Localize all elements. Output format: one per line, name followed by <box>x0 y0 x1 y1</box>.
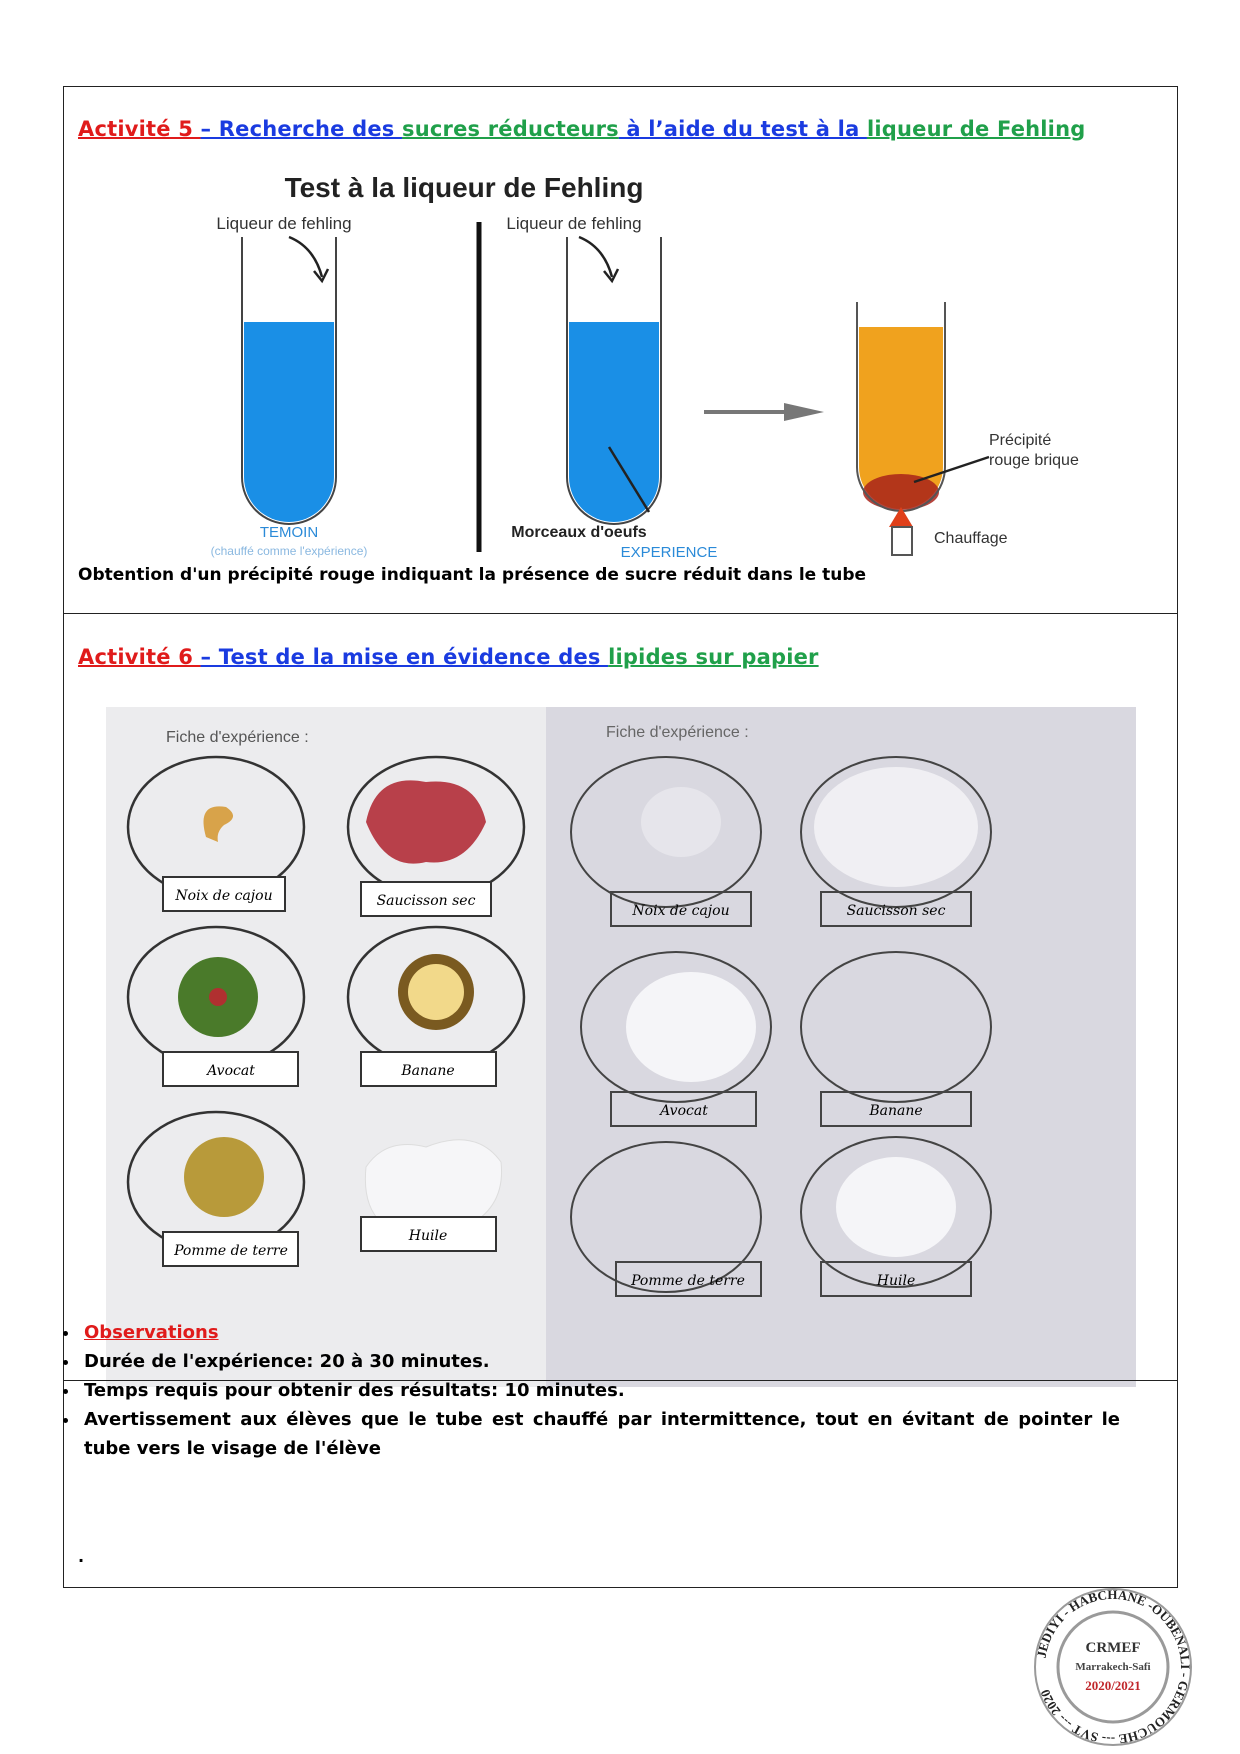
before-label-1: Noix de cajou <box>175 888 273 904</box>
middle-tube-label: Liqueur de fehling <box>506 214 642 233</box>
crmef-stamp <box>1028 1582 1198 1752</box>
fehling-test-figure <box>124 167 1079 561</box>
left-arrow-icon <box>289 237 322 277</box>
middle-arrow-icon <box>579 237 612 277</box>
after-label-1: Noix de cajou <box>632 903 730 919</box>
middle-tube-liquid <box>569 322 659 522</box>
precipitate <box>863 474 939 510</box>
stamp-year: 2020/2021 <box>1085 1678 1141 1693</box>
left-tube-label: Liqueur de fehling <box>216 214 352 233</box>
pomme-de-terre-sample <box>184 1137 264 1217</box>
before-label-4: Banane <box>401 1063 455 1079</box>
before-label-5: Pomme de terre <box>174 1243 288 1259</box>
activity6-title: Activité 6 – Test de la mise en évidence des lipides sur papier <box>78 645 819 669</box>
before-sheet-title: Fiche d'expérience : <box>166 729 309 746</box>
stamp-region: Marrakech-Safi <box>1075 1661 1151 1673</box>
after-label-5: Pomme de terre <box>631 1273 745 1289</box>
before-label-3: Avocat <box>207 1063 255 1079</box>
before-label-2: Saucisson sec <box>376 893 476 909</box>
trailing-dot: . <box>78 1547 85 1566</box>
before-label-6: Huile <box>408 1228 448 1244</box>
activity5-title: Activité 5 – Recherche des sucres réducteurs à l’aide du test à la liqueur de Fehling <box>78 117 1086 141</box>
morceaux-label: Morceaux d'oeufs <box>511 524 647 541</box>
after-label-3: Avocat <box>660 1103 708 1119</box>
left-tube-liquid <box>244 322 334 522</box>
stamp-crmef: CRMEF <box>1085 1640 1141 1656</box>
huile-stain <box>836 1157 956 1257</box>
stamp-ring-text: JEDIYI - HABCHANE -OUBENALI - GERMOUCHE --- SVT --- 2020 <box>1033 1586 1194 1748</box>
temoin-label: TEMOIN <box>259 524 319 541</box>
chauffage-label: Chauffage <box>934 530 1008 547</box>
observation-item: • Durée de l'expérience: 20 à 30 minutes. <box>80 1347 1120 1376</box>
lipid-test-photo <box>106 707 1136 1387</box>
section-divider-1 <box>64 613 1177 614</box>
figure-heading: Test à la liqueur de Fehling <box>284 172 644 203</box>
observation-item: • Temps requis pour obtenir des résultats: 10 minutes. <box>80 1376 1120 1405</box>
precipite-label: Précipité <box>989 432 1052 449</box>
observations-heading: • Observations <box>80 1318 1120 1347</box>
temoin-note: (chauffé comme l'expérience) <box>210 544 368 558</box>
activity5-caption: Obtention d'un précipité rouge indiquant la présence de sucre réduit dans le tube <box>78 565 867 585</box>
after-label-2: Saucisson sec <box>846 903 946 919</box>
precipite-label-2: rouge brique <box>989 452 1079 469</box>
after-label-4: Banane <box>869 1103 923 1119</box>
after-sheet-title: Fiche d'expérience : <box>606 724 749 741</box>
experience-label: EXPERIENCE <box>620 544 718 561</box>
observations-list <box>40 1318 1120 1463</box>
burner <box>892 527 912 555</box>
saucisson-stain <box>814 767 978 887</box>
avocat-stain <box>626 972 756 1082</box>
after-label-6: Huile <box>876 1273 916 1289</box>
observation-item: • Avertissement aux élèves que le tube est chauffé par intermittence, tout en évitant de pointer le tube vers le visage de l'élève <box>80 1405 1120 1463</box>
